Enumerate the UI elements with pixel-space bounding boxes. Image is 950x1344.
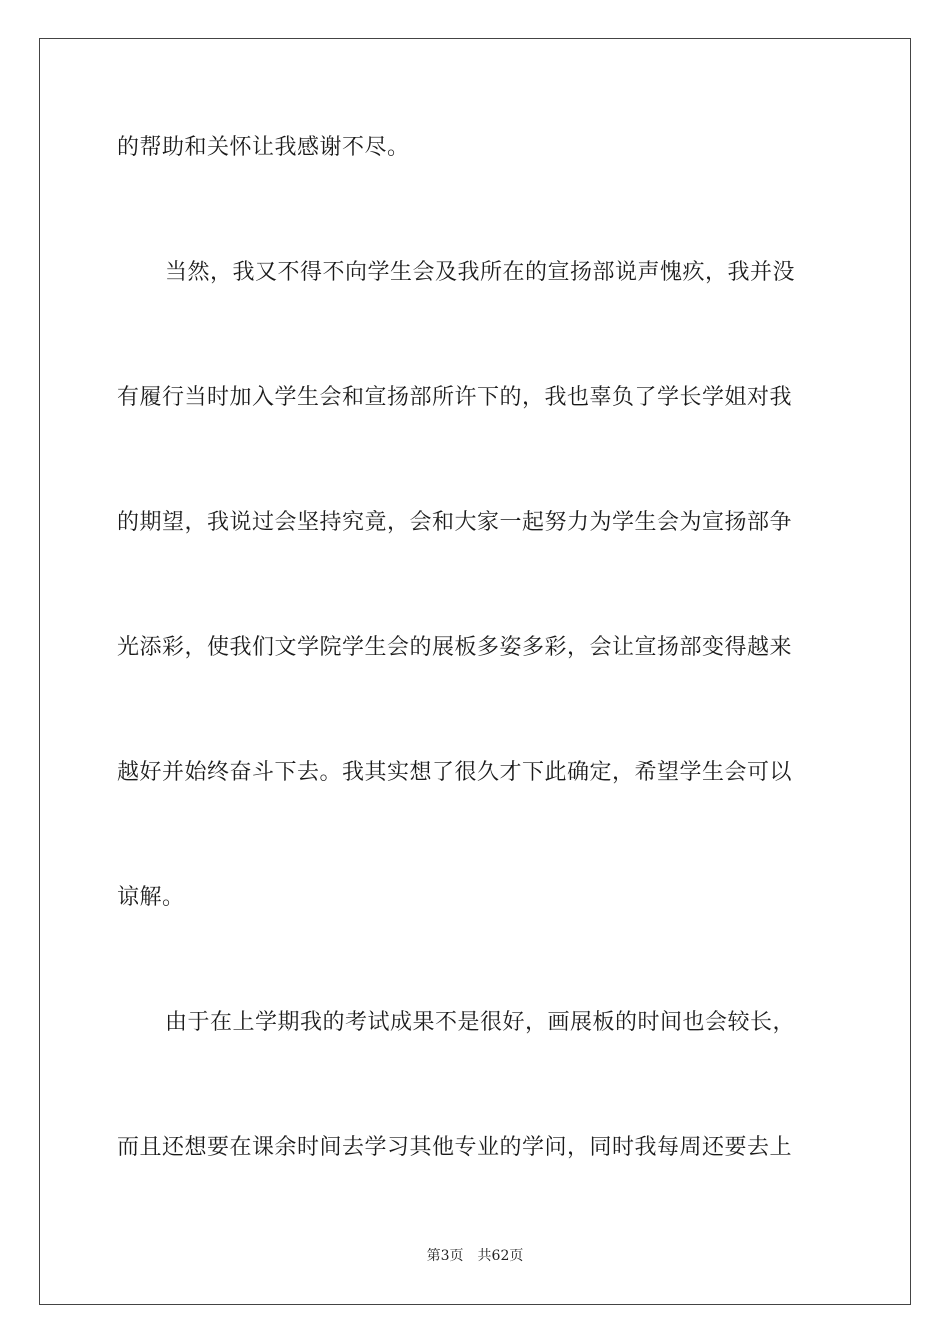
page-number-current: 第3页	[426, 1248, 464, 1264]
paragraph-start-line: 当然，我又不得不向学生会及我所在的宣扬部说声愧疚，我并没	[165, 260, 796, 285]
page-number-total: 共62页	[477, 1248, 524, 1264]
page-border	[39, 38, 911, 1305]
text-line: 有履行当时加入学生会和宣扬部所许下的，我也辜负了学长学姐对我	[117, 385, 793, 410]
text-line: 越好并始终奋斗下去。我其实想了很久才下此确定，希望学生会可以	[117, 760, 793, 785]
text-line: 谅解。	[117, 885, 185, 910]
text-line: 的帮助和关怀让我感谢不尽。	[117, 135, 410, 160]
paragraph-start-line: 由于在上学期我的考试成果不是很好，画展板的时间也会较长，	[165, 1010, 796, 1035]
text-line: 光添彩，使我们文学院学生会的展板多姿多彩，会让宣扬部变得越来	[117, 635, 793, 660]
text-line: 的期望，我说过会坚持究竟，会和大家一起努力为学生会为宣扬部争	[117, 510, 793, 535]
text-line: 而且还想要在课余时间去学习其他专业的学问，同时我每周还要去上	[117, 1135, 793, 1160]
page-footer	[0, 1246, 950, 1266]
